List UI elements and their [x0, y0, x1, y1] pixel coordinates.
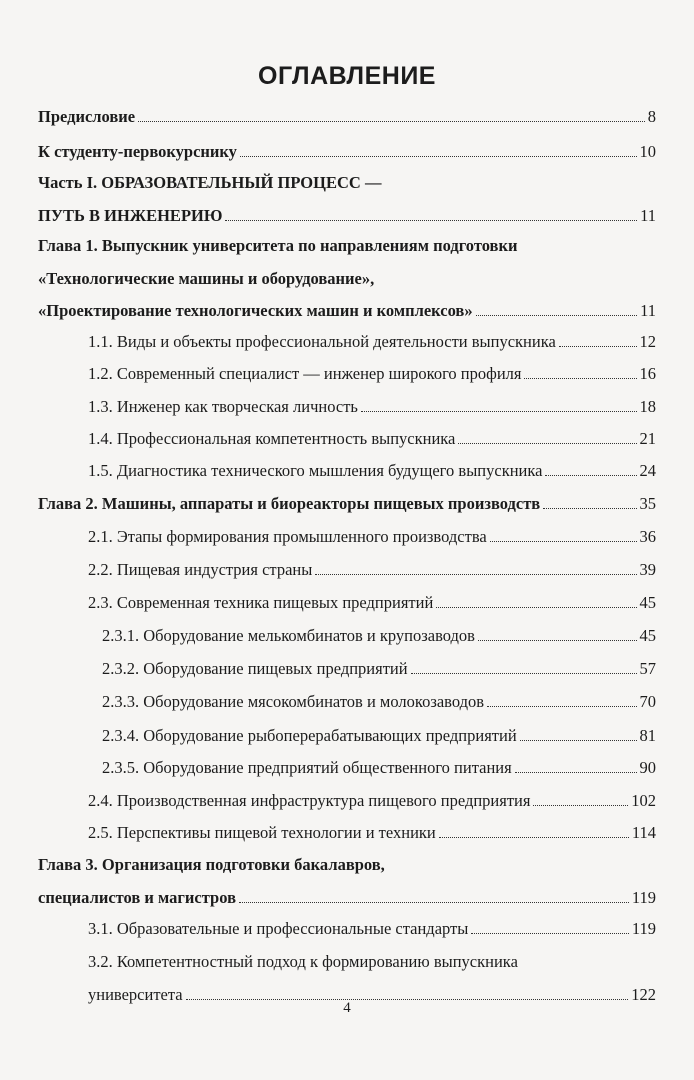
- toc-entry: [102, 726, 656, 746]
- toc-entry-text: университета: [88, 984, 183, 1004]
- dot-leader: [138, 121, 645, 122]
- dot-leader: [533, 805, 628, 806]
- toc-page-number: 12: [639, 332, 656, 351]
- dot-leader: [471, 933, 629, 934]
- toc-page-number: 39: [639, 560, 656, 579]
- dot-leader: [225, 220, 637, 221]
- toc-entry-text: Часть I. ОБРАЗОВАТЕЛЬНЫЙ ПРОЦЕСС —: [38, 173, 382, 192]
- toc-page-number: 57: [639, 659, 656, 678]
- toc-entry: [38, 107, 656, 127]
- toc-entry-text: Глава 1. Выпускник университета по направлениям подготовки: [38, 236, 518, 255]
- toc-entry-text: специалистов и магистров: [38, 887, 236, 907]
- dot-leader: [478, 640, 637, 641]
- toc-entry-text: 2.3. Современная техника пищевых предприятий: [88, 593, 434, 612]
- toc-entry-text: 1.5. Диагностика технического мышления будущего выпускника: [88, 461, 543, 480]
- toc-entry-text: 2.3.2. Оборудование пищевых предприятий: [102, 659, 408, 678]
- page-number: 4: [343, 1000, 351, 1016]
- toc-entry: [88, 791, 656, 811]
- toc-entry-text: 2.3.4. Оборудование рыбоперерабатывающих предприятий: [102, 726, 517, 745]
- toc-entry-text: 1.3. Инженер как творческая личность: [88, 397, 358, 416]
- toc-entry: [88, 919, 656, 939]
- toc-page-number: 122: [631, 984, 656, 1004]
- toc-page-number: 36: [639, 527, 656, 546]
- toc-entry-text: 2.5. Перспективы пищевой технологии и техники: [88, 823, 436, 842]
- toc-entry: [88, 429, 656, 449]
- toc-page-number: 114: [631, 823, 656, 842]
- toc-page-number: 10: [639, 142, 656, 161]
- toc-entry: [102, 758, 656, 778]
- toc-page-number: 70: [639, 692, 656, 711]
- dot-leader: [543, 508, 636, 509]
- toc-page-number: 119: [631, 919, 656, 938]
- toc-entry: [38, 494, 656, 514]
- toc-page-number: 24: [639, 461, 656, 480]
- toc-entry-text: Глава 3. Организация подготовки бакалавров,: [38, 855, 385, 874]
- dot-leader: [524, 378, 636, 379]
- toc-page-number: 16: [639, 364, 656, 383]
- dot-leader: [315, 574, 636, 575]
- toc-page-number: 45: [639, 593, 656, 612]
- dot-leader: [411, 673, 637, 674]
- toc-entry-text: «Проектирование технологических машин и комплексов»: [38, 301, 473, 320]
- toc-page-number: 8: [647, 107, 656, 126]
- toc-entry: [102, 626, 656, 646]
- toc-page-number: 35: [639, 494, 656, 513]
- dot-leader: [520, 740, 637, 741]
- dot-leader: [458, 443, 636, 444]
- toc-entry: [38, 142, 656, 162]
- toc-page-number: 45: [639, 626, 656, 645]
- toc-entry-text: 2.1. Этапы формирования промышленного производства: [88, 527, 487, 546]
- toc-entry-text: 1.2. Современный специалист — инженер широкого профиля: [88, 364, 522, 383]
- toc-entry-text: ПУТЬ В ИНЖЕНЕРИЮ: [38, 205, 223, 225]
- toc-entry-text: 2.3.1. Оборудование мелькомбинатов и крупозаводов: [102, 626, 475, 645]
- dot-leader: [239, 902, 629, 903]
- page-title: ОГЛАВЛЕНИЕ: [258, 62, 436, 90]
- dot-leader: [439, 837, 629, 838]
- toc-entry-text: «Технологические машины и оборудование»,: [38, 268, 375, 288]
- toc-entry-text: 1.1. Виды и объекты профессиональной деятельности выпускника: [88, 332, 556, 351]
- toc-entry: [38, 236, 656, 321]
- toc-entry-text: 3.2. Компетентностный подход к формированию выпускника: [88, 952, 518, 971]
- dot-leader: [361, 411, 637, 412]
- dot-leader: [559, 346, 637, 347]
- toc-entry: [88, 332, 656, 352]
- toc-page-number: 11: [640, 301, 656, 320]
- dot-leader: [476, 315, 638, 316]
- toc-entry: [38, 173, 656, 226]
- toc-page-number: 81: [639, 726, 656, 745]
- toc-entry-text: Глава 2. Машины, аппараты и биореакторы пищевых производств: [38, 494, 541, 513]
- toc-entry: [88, 364, 656, 384]
- dot-leader: [490, 541, 637, 542]
- toc-entry: [88, 560, 656, 580]
- dot-leader: [436, 607, 636, 608]
- toc-page-number: 119: [631, 887, 656, 907]
- toc-page-number: 21: [639, 429, 656, 448]
- toc-entry-text: Предисловие: [38, 107, 136, 126]
- toc-entry-text: 1.4. Профессиональная компетентность выпускника: [88, 429, 456, 448]
- toc-entry-text: 2.3.5. Оборудование предприятий общественного питания: [102, 758, 512, 777]
- toc-entry-text: 2.4. Производственная инфраструктура пищевого предприятия: [88, 791, 531, 810]
- toc-page-number: 18: [639, 397, 656, 416]
- toc-page-number: 102: [631, 791, 656, 810]
- toc-page-number: 11: [640, 205, 656, 225]
- toc-entry: [38, 855, 656, 908]
- dot-leader: [487, 706, 636, 707]
- dot-leader: [240, 156, 637, 157]
- toc-entry-text: К студенту-первокурснику: [38, 142, 237, 161]
- toc-entry: [88, 397, 656, 417]
- toc-entry: [88, 593, 656, 613]
- toc-entry: [88, 461, 656, 481]
- toc-entry-text: 2.3.3. Оборудование мясокомбинатов и молокозаводов: [102, 692, 485, 711]
- toc-entry: [88, 823, 656, 843]
- dot-leader: [515, 772, 637, 773]
- toc-entry-text: 3.1. Образовательные и профессиональные стандарты: [88, 919, 469, 938]
- dot-leader: [545, 475, 636, 476]
- toc-entry: [88, 952, 656, 1005]
- toc-entry-text: 2.2. Пищевая индустрия страны: [88, 560, 313, 579]
- toc-entry: [88, 527, 656, 547]
- toc-page-number: 90: [639, 758, 656, 777]
- toc-entry: [102, 692, 656, 712]
- toc-entry: [102, 659, 656, 679]
